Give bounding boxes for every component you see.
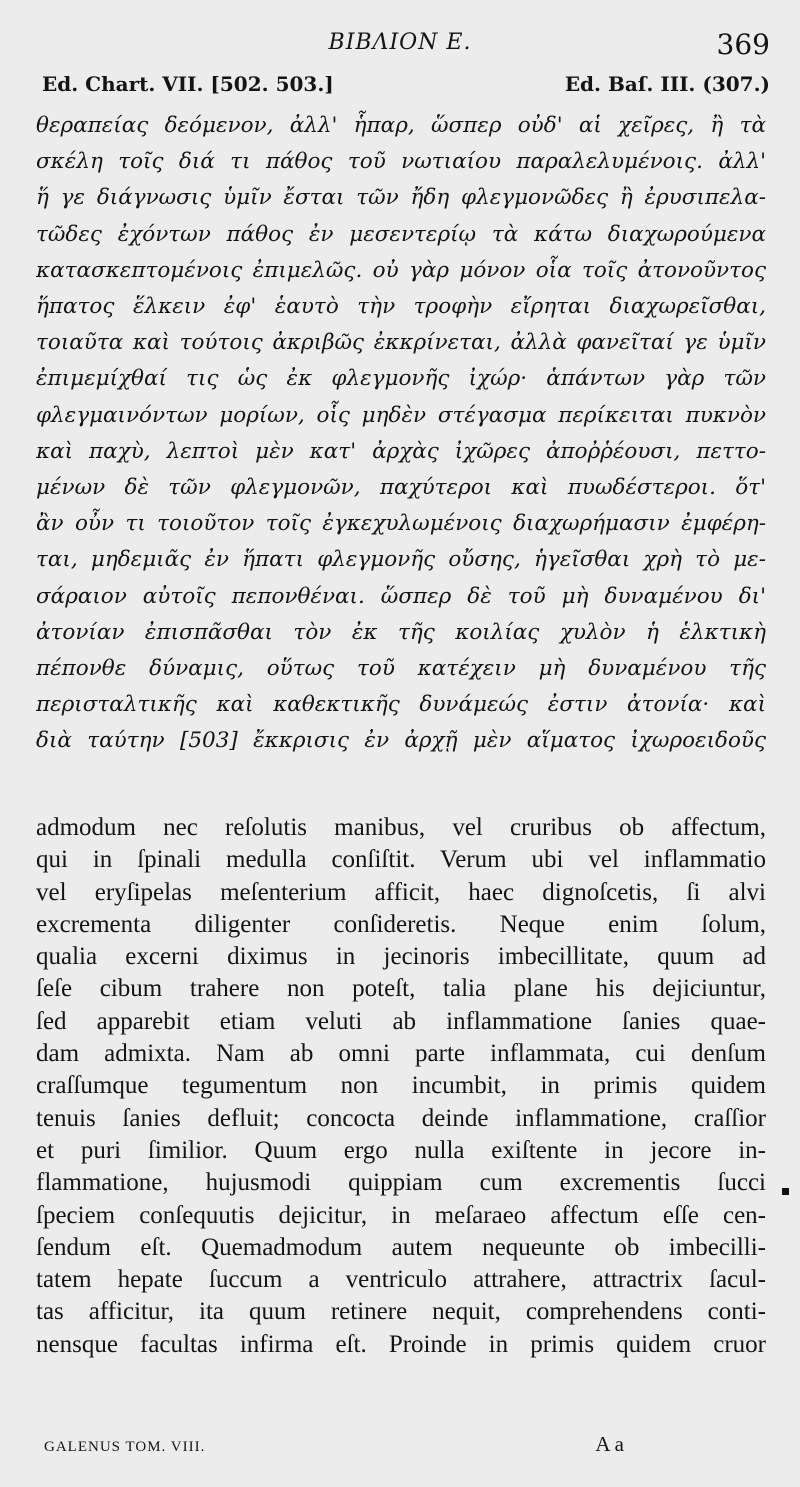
greek-line: μένων δὲ τῶν φλεγμονῶν, παχύτεροι καὶ πυωδέστεροι. ὅτ'	[36, 475, 766, 501]
latin-line: dam admixta. Nam ab omni parte inflammata, cui denſum	[36, 1040, 766, 1068]
greek-text-block	[36, 108, 766, 760]
latin-line: flammatione, hujusmodi quippiam cum excrementis ſucci	[36, 1169, 766, 1197]
edition-chart-reference: Ed. Chart. VII. [502. 503.]	[42, 72, 334, 96]
latin-line: ſed apparebit etiam veluti ab inflammatione ſanies quae-	[36, 1007, 766, 1035]
page-footer	[44, 1432, 624, 1457]
latin-line: tas afficitur, ita quum retinere nequit, comprehendens conti-	[36, 1298, 766, 1326]
greek-line: ἥ γε διάγνωσις ὑμῖν ἔσται τῶν ἤδη φλεγμονῶδες ἢ ἐρυσιπελα-	[36, 185, 766, 211]
greek-line: σάραιον αὐτοῖς πεπονθέναι. ὥσπερ δὲ τοῦ μὴ δυναμένου δι'	[36, 583, 766, 609]
latin-line: nensque facultas infirma eſt. Proinde in primis quidem cruor	[36, 1330, 766, 1358]
latin-text-block	[36, 812, 766, 1361]
running-title: BIBΛΙΟΝ E.	[328, 30, 472, 55]
edition-basel-reference: Ed. Baſ. III. (307.)	[564, 72, 770, 96]
page-number: 369	[716, 28, 770, 61]
latin-line: ſeſe cibum trahere non poteſt, talia plane his dejiciuntur,	[36, 975, 766, 1003]
edition-reference-line	[42, 72, 770, 96]
gathering-mark: A a	[595, 1432, 624, 1456]
greek-line: ἂν οὖν τι τοιοῦτον τοῖς ἐγκεχυλωμένοις διαχωρήμασιν ἐμφέρη-	[36, 511, 766, 537]
greek-line: καὶ παχὺ, λεπτοὶ μὲν κατ' ἀρχὰς ἰχῶρες ἀποῤῥέουσι, πεττο-	[36, 438, 766, 464]
latin-line: tenuis ſanies defluit; concocta deinde inflammatione, craſſior	[36, 1104, 766, 1132]
latin-line: admodum nec reſolutis manibus, vel cruribus ob affectum,	[36, 814, 766, 841]
margin-mark	[782, 1188, 789, 1195]
greek-line: τοιαῦτα καὶ τούτοις ἀκριβῶς ἐκκρίνεται, ἀλλὰ φανεῖταί γε ὑμῖν	[36, 330, 766, 356]
greek-line: ἥπατος ἕλκειν ἐφ' ἑαυτὸ τὴν τροφὴν εἴρηται διαχωρεῖσθαι,	[36, 294, 766, 320]
greek-line: τῶδες ἐχόντων πάθος ἐν μεσεντερίῳ τὰ κάτω διαχωρούμενα	[36, 221, 766, 247]
latin-line: vel eryſipelas meſenterium afficit, haec dignoſcetis, ſi alvi	[36, 878, 766, 906]
volume-signature: GALENUS TOM. VIII.	[44, 1439, 206, 1455]
greek-line: πέπονθε δύναμις, οὕτως τοῦ κατέχειν μὴ δυναμένου τῆς	[36, 656, 766, 682]
latin-line: craſſumque tegumentum non incumbit, in primis quidem	[36, 1072, 766, 1100]
greek-line: ἐπιμεμίχθαί τις ὡς ἐκ φλεγμονῆς ἰχώρ· ἁπάντων γὰρ τῶν	[36, 366, 766, 392]
latin-line: excrementa diligenter conſideretis. Neque enim ſolum,	[36, 910, 766, 938]
greek-line: περισταλτικῆς καὶ καθεκτικῆς δυνάμεώς ἐστιν ἀτονία· καὶ	[36, 692, 766, 718]
greek-line: κατασκεπτομένοις ἐπιμελῶς. οὐ γὰρ μόνον οἷα τοῖς ἀτονοῦντος	[36, 257, 766, 283]
latin-line: ſpeciem conſequutis dejicitur, in meſaraeo affectum eſſe cen-	[36, 1201, 766, 1229]
latin-line: qualia excerni diximus in jecinoris imbecillitate, quum ad	[36, 943, 766, 971]
latin-line: et puri ſimilior. Quum ergo nulla exiſtente in jecore in-	[36, 1136, 766, 1164]
latin-line: qui in ſpinali medulla conſiſtit. Verum ubi vel inflammatio	[36, 846, 766, 874]
latin-line: ſendum eſt. Quemadmodum autem nequeunte ob imbecilli-	[36, 1233, 766, 1261]
greek-line: φλεγμαινόντων μορίων, οἷς μηδὲν στέγασμα περίκειται πυκνὸν	[36, 402, 766, 428]
greek-line: σκέλη τοῖς διά τι πάθος τοῦ νωτιαίου παραλελυμένοις. ἀλλ'	[36, 149, 766, 175]
greek-line: θεραπείας δεόμενον, ἀλλ' ἧπαρ, ὥσπερ οὐδ' αἱ χεῖρες, ἢ τὰ	[36, 113, 766, 138]
greek-line: ται, μηδεμιᾶς ἐν ἥπατι φλεγμονῆς οὔσης, ἡγεῖσθαι χρὴ τὸ με-	[36, 547, 766, 573]
greek-line: ἀτονίαν ἐπισπᾶσθαι τὸν ἐκ τῆς κοιλίας χυλὸν ἡ ἑλκτικὴ	[36, 619, 766, 645]
greek-line: διὰ ταύτην [503] ἔκκρισις ἐν ἀρχῇ μὲν αἵματος ἰχωροειδοῦς	[36, 728, 766, 754]
latin-line: tatem hepate ſuccum a ventriculo attrahere, attractrix ſacul-	[36, 1266, 766, 1294]
